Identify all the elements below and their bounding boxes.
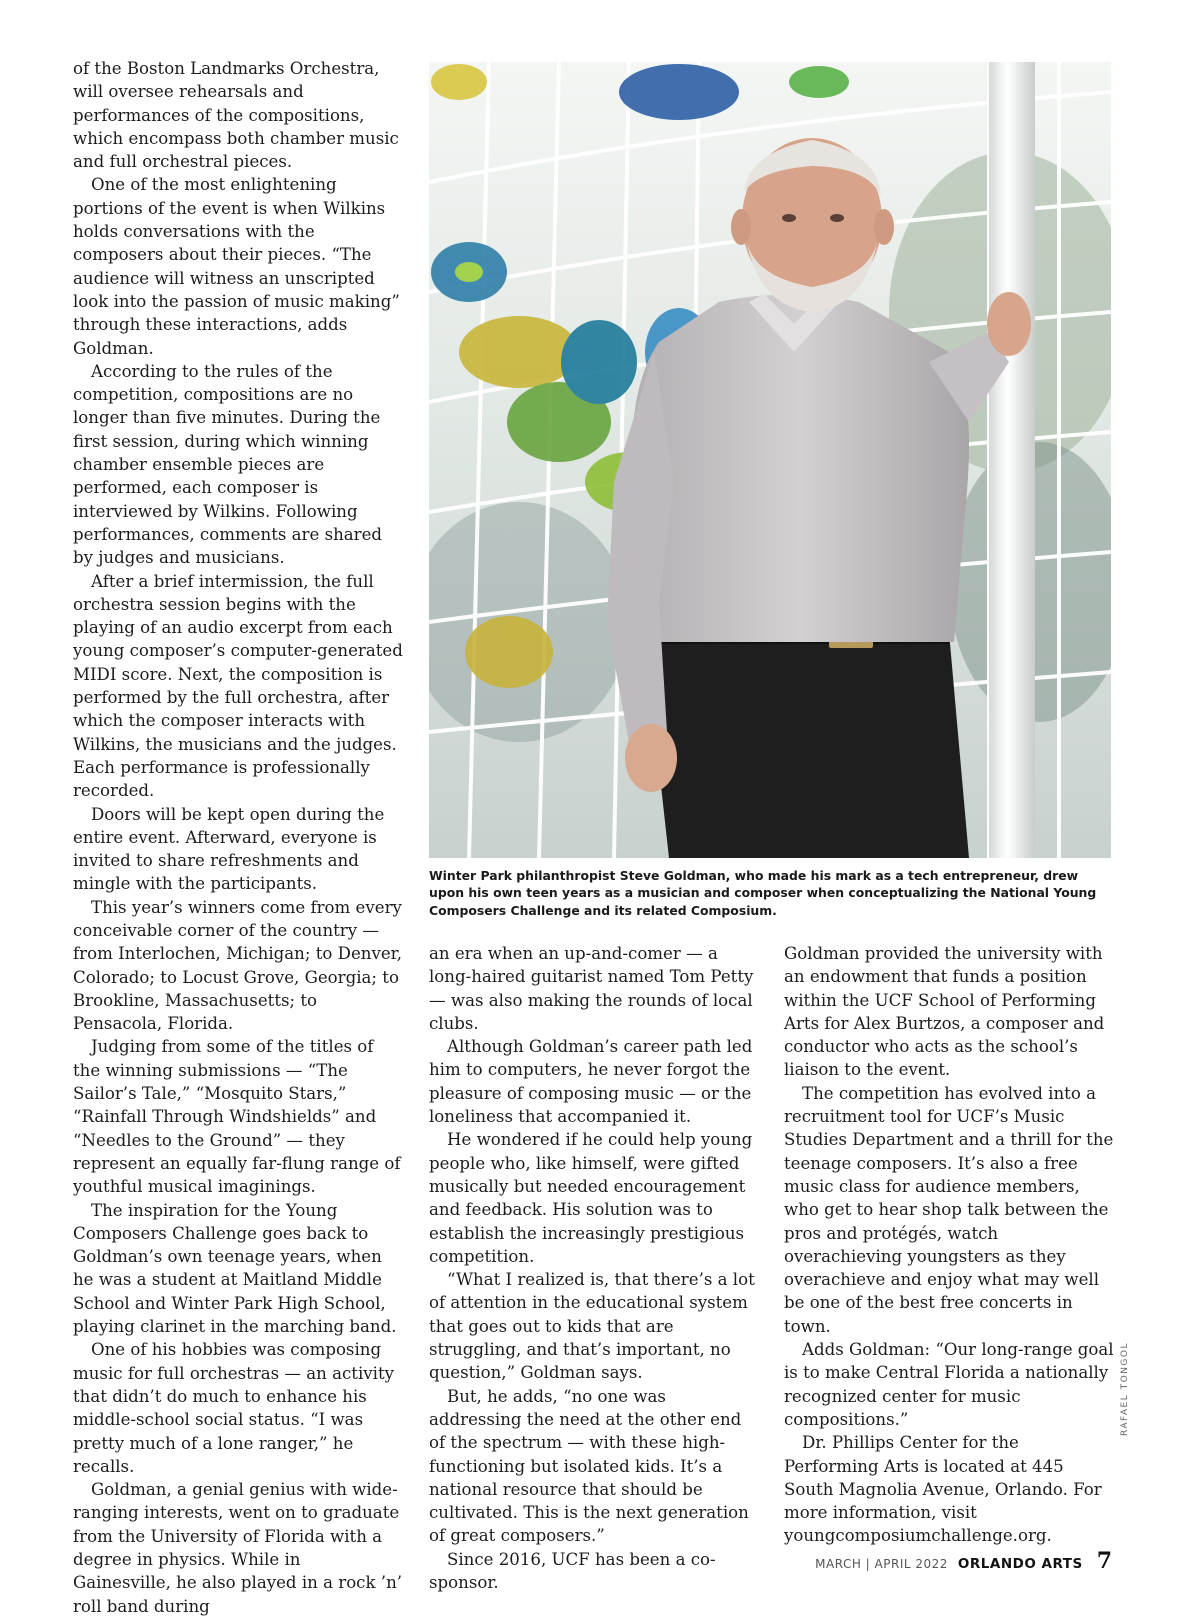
article-paragraph: Adds Goldman: “Our long-range goal is to make Central Florida a nationally recognized center for music compositions.”	[784, 1340, 1114, 1429]
page-number: 7	[1096, 1548, 1112, 1574]
article-paragraph: According to the rules of the competition, compositions are no longer than five minutes. During the first session, during which winning chamber ensemble pieces are performed, each composer is interviewed by Wilkins. Following performances, comments are shared by judges and musicians.	[73, 361, 383, 568]
article-paragraph: The inspiration for the Young Composers Challenge goes back to Goldman’s own teenage years, when he was a student at Maitland Middle School and Winter Park High School, playing clarinet in the marching band.	[73, 1200, 397, 1337]
article-column-1	[73, 57, 403, 1618]
article-paragraph: of the Boston Landmarks Orchestra, will oversee rehearsals and performances of the compositions, which encompass both chamber music and full orchestral pieces.	[73, 59, 399, 172]
portrait-photo	[429, 62, 1111, 858]
article-paragraph: Doors will be kept open during the entire event. Afterward, everyone is invited to share refreshments and mingle with the participants.	[73, 804, 385, 894]
article-paragraph: The competition has evolved into a recruitment tool for UCF’s Music Studies Department and a thrill for the teenage composers. It’s also a free music class for audience members, who get to hear shop talk between the pros and protégés, watch overachieving youngsters as they overachieve and enjoy what may well be one of the best free concerts in town.	[784, 1083, 1114, 1336]
article-paragraph: This year’s winners come from every conceivable corner of the country — from Interlochen, Michigan; to Denver, Colorado; to Locust Grove, Georgia; to Brookline, Massachusetts; to Pensacola, Florida.	[73, 897, 403, 1034]
article-column-3	[784, 942, 1114, 1548]
magazine-name: ORLANDO ARTS	[957, 1556, 1083, 1572]
article-paragraph: Although Goldman’s career path led him to computers, he never forgot the pleasure of composing music — or the loneliness that accompanied it.	[429, 1037, 753, 1127]
photo-credit: RAFAEL TONGOL	[1120, 1341, 1130, 1436]
article-paragraph: After a brief intermission, the full orchestra session begins with the playing of an audio excerpt from each young composer’s computer-generated MIDI score. Next, the composition is performed by the full orchestra, after which the composer interacts with Wilkins, the musicians and the judges. Each performance is professionally recorded.	[73, 571, 403, 801]
article-paragraph: “What I realized is, that there’s a lot of attention in the educational system that goes out to kids that are struggling, and that’s important, no question,” Goldman says.	[429, 1270, 755, 1383]
article-paragraph: Judging from some of the titles of the winning submissions — “The Sailor’s Tale,” “Mosquito Stars,” “Rainfall Through Windshields” and “Needles to the Ground” — they represent an equally far-flung range of youthful musical imaginings.	[73, 1037, 401, 1197]
article-paragraph: Since 2016, UCF has been a co-sponsor.	[429, 1549, 716, 1593]
photo-caption: Winter Park philanthropist Steve Goldman, who made his mark as a tech entrepreneur, drew upon his own teen years as a musician and composer when conceptualizing the National Young Composers Challenge and its related Composium.	[429, 868, 1097, 918]
article-column-2	[429, 942, 759, 1594]
page-footer	[815, 1548, 1112, 1574]
article-paragraph: He wondered if he could help young people who, like himself, were gifted musically but needed encouragement and feedback. His solution was to establish the increasingly prestigious competition.	[429, 1130, 753, 1266]
article-paragraph: One of the most enlightening portions of the event is when Wilkins holds conversations with the composers about their pieces. “The audience will witness an unscripted look into the passion of music making” through these interactions, adds Goldman.	[73, 175, 400, 358]
article-paragraph: Goldman, a genial genius with wide-ranging interests, went on to graduate from the University of Florida with a degree in physics. While in Gainesville, he also played in a rock ’n’ roll band during	[73, 1480, 403, 1616]
article-paragraph: an era when an up-and-comer — a long-haired guitarist named Tom Petty — was also making the rounds of local clubs.	[429, 944, 754, 1033]
article-paragraph: Goldman provided the university with an endowment that funds a position within the UCF School of Performing Arts for Alex Burtzos, a composer and conductor who acts as the school’s liaison to the event.	[784, 944, 1105, 1080]
article-paragraph: But, he adds, “no one was addressing the need at the other end of the spectrum — with these high-functioning but isolated kids. It’s a national resource that should be cultivated. This is the next generation of great composers.”	[429, 1386, 749, 1546]
article-paragraph: Dr. Phillips Center for the Performing Arts is located at 445 South Magnolia Avenue, Orlando. For more information, visit youngcomposiumchallenge.org.	[784, 1433, 1102, 1546]
article-paragraph: One of his hobbies was composing music for full orchestras — an activity that didn’t do much to enhance his middle-school social status. “I was pretty much of a lone ranger,” he recalls.	[73, 1340, 395, 1476]
issue-date: MARCH | APRIL 2022	[815, 1557, 948, 1571]
